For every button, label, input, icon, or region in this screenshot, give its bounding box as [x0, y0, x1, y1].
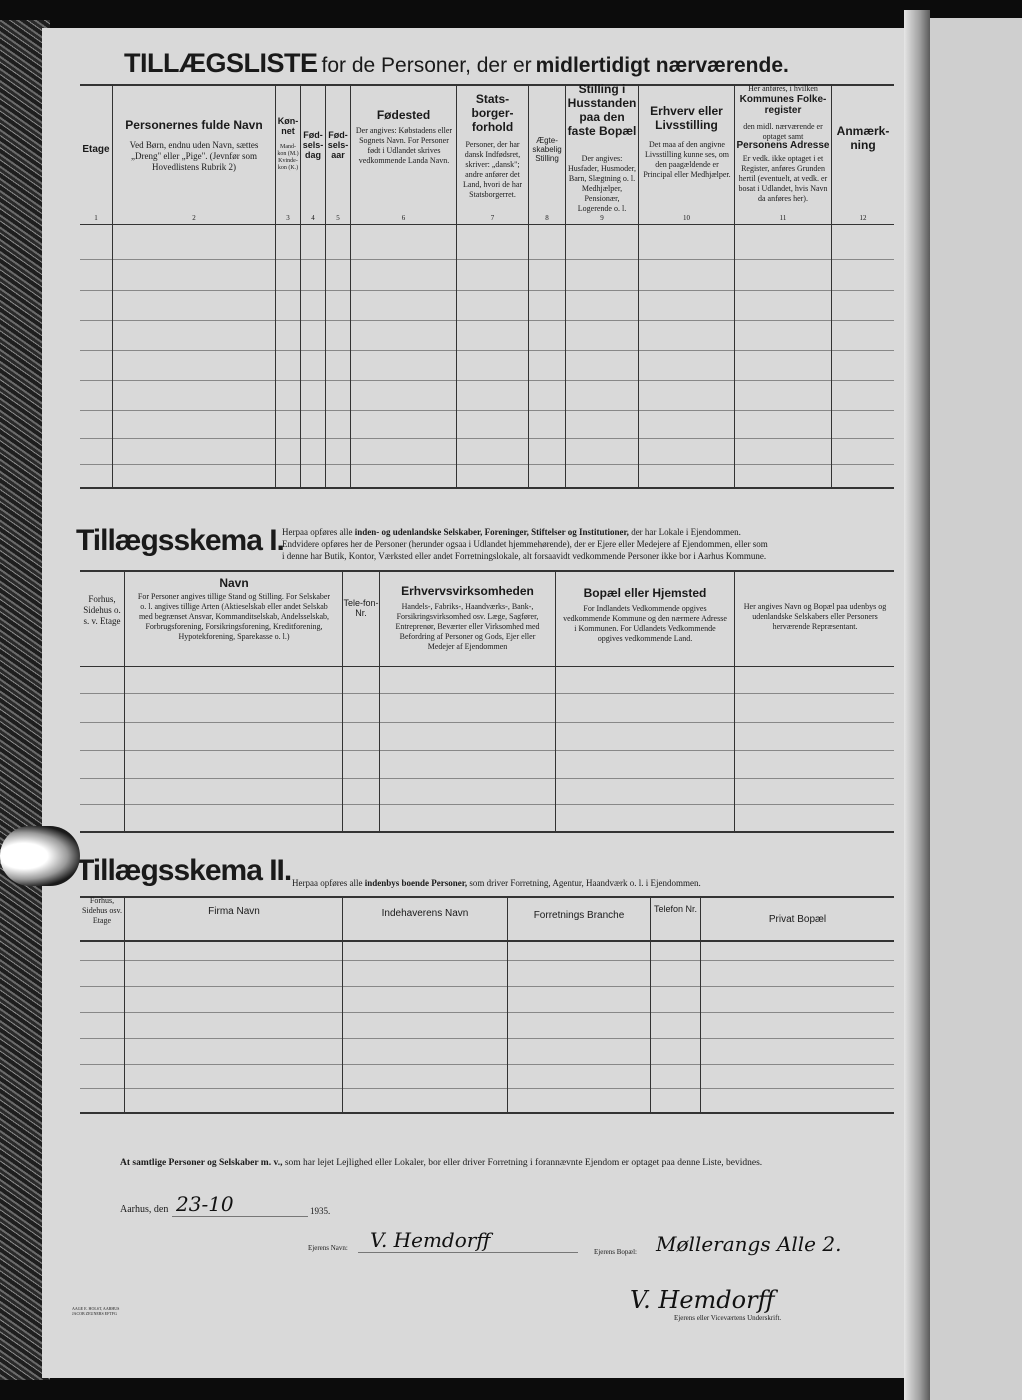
skema-2-intro: Herpaa opføres alle indenbys boende Personer, som driver Forretning, Agentur, Haandværk o. l. i Ejendommen.	[292, 878, 701, 888]
s2-col-etage: Forhus, Sidehus osv. Etage	[82, 896, 122, 925]
col-address: Personens Adresse	[736, 140, 830, 151]
s1-col-business: Erhvervsvirksomheden	[401, 584, 534, 598]
col-occupation: Erhverv eller Livsstilling	[650, 104, 723, 132]
paper-clip	[0, 826, 80, 886]
date-handwritten: 23-10	[176, 1192, 234, 1216]
s1-col-etage: Forhus, Sidehus o. s. v. Etage	[83, 594, 121, 626]
s2-col-owner: Indehaverens Navn	[381, 908, 469, 919]
col-register: Kommunes Folke-register	[739, 94, 827, 116]
owner-address-label: Ejerens Bopæl:	[594, 1248, 637, 1256]
owner-name-label: Ejerens Navn:	[308, 1244, 348, 1252]
col-etage: Etage	[82, 144, 110, 155]
book-binding	[904, 10, 930, 1400]
owner-name-handwritten: V. Hemdorff	[370, 1228, 491, 1252]
title-main: TILLÆGSLISTE	[124, 48, 318, 78]
s2-col-private-address: Privat Bopæl	[768, 914, 827, 925]
owner-address-handwritten: Møllerangs Alle 2.	[656, 1232, 842, 1256]
s1-col-phone: Tele-fon-Nr.	[343, 598, 379, 618]
signature-label: Ejerens eller Viceværtens Underskrift.	[674, 1314, 782, 1322]
title-sub-b: midlertidigt nærværende.	[535, 54, 789, 77]
document-page: TILLÆGSLISTE for de Personer, der er midlertidigt nærværende. Etage 1 Personernes fulde Navn Ved Børn, endnu uden Navn, sættes „Dreng" eller „Pige". (Jevnfør som Hovedlistens Rubrik 2) 2 Køn-net Mand-kon (M.) Kvinde-kon (K.) 3 Fød-sels-dag 4 Fød-sels-aar 5 Fødested Der angives: Købstadens eller Sognets Navn. For Personer født i Udlandet skrives vedkommende Landa Navn. 6 Stats-borger-forhold Personer, der har dansk Indfødsret, skriver: „dansk"; andre anfører det Land, hvori de har Statsborgerret. 7 Ægte-skabelig Stilling 8 Stilling i Husstanden paa den faste Bopæl Der angives: Husfader, Husmoder, Barn, Slægtning o. l. Medhjælper, Pensionær, Logerende o. l. 9 Erhverv eller Livsstilling Det maa af den angivne Livsstilling kunne ses, om den paagældende er Principal eller Medhjælper. 10 Her anføres, i hvilken Kommunes Folke-register den midl. nærværende er optaget samt Personens Adresse Er vedk. ikke optaget i et Register, anføres Grunden hertil (eventuelt, at vedk. er bosat i Udlandet, hvis Navn da anføres her). 11 Anmærk-ning 12 Tillægsskema I. Herpaa opføres alle inden- og udenlandske Selskaber, Foreninger, Stiftelser og Institutioner, der har Lokale i Ejendommen. Endvidere opføres her de Personer (herunder ogsaa i Udlandet hjemmehørende), der er Ejere eller Medejere af Ejendommen, eller som i denne har Butik, Kontor, Værksted eller andet Forretningslokale, alt forsaavidt vedkommende Personer ikke bor i Aarhus Kommune. Forhus, Sidehus o. s. v. Etage Navn For Personer angives tillige Stand og Stilling. For Selskaber o. l. angives tillige Arten (Aktieselskab eller andet Selskab med begrænset Ansvar, Kommanditselskab, Andelsselskab, Forbrugsforening, Forsikringsforening, Kreditforening, Hypotekforening, Sparekasse o. l.) Tele-fon-Nr. Erhvervsvirksomheden Handels-, Fabriks-, Haandværks-, Bank-, Forsikringsvirksomhed osv. Læge, Sagfører, Entreprenør, Beværter eller Virksomhed med Befordring af Personer og Gods, Ejer eller Medejer af Ejendommen Bopæl eller Hjemsted For Indlandets Vedkommende opgives vedkommende Kommune og den nærmere Adresse i Kommunen. For Udlandets Vedkommende opgives vedkommende Land. Her angives Navn og Bopæl paa udenbys og udenlandske Selskabers eller Personers herværende Repræsentant. Tillægsskema II. Herpaa opføres alle indenbys boende Personer, som driver Forretning, Agentur, Haandværk o. l. i Ejendommen. Forhus, Sidehus osv. Etage Firma Navn Indehaverens Navn Forretnings Branche Telefon Nr. Privat Bopæl At samtlige Personer og Selskaber m. v., som har lejet Lejlighed eller Lokaler, bor eller driver Forretning i forannævnte Ejendom er optaget paa denne Liste, bevidnes. Aarhus, den 23-10 1935. Ejerens Navn: V. Hemdorff Ejerens Bopæl: Møllerangs Alle 2. V. Hemdorff Ejerens eller Viceværtens Underskrift. AAGE E. HOLST, AARHUS JACOB ZEUNERS EFTFG	[42, 28, 904, 1378]
printer-mark: AAGE E. HOLST, AARHUS JACOB ZEUNERS EFTFG	[72, 1306, 120, 1316]
title-sub-a: for de Personer, der er	[321, 54, 532, 77]
year: 1935.	[310, 1206, 331, 1216]
skema-2-title: Tillægsskema II.	[76, 854, 292, 887]
col-remarks: Anmærk-ning	[836, 124, 890, 152]
s1-col-name: Navn	[219, 576, 249, 590]
place-label: Aarhus, den	[120, 1204, 169, 1215]
s1-col-representative: Her angives Navn og Bopæl paa udenbys og udenlandske Selskabers eller Personers herværende Repræsentant.	[743, 602, 887, 631]
skema-1-title: Tillægsskema I.	[76, 524, 284, 557]
col-marital: Ægte-skabelig Stilling	[532, 136, 562, 163]
col-gender: Køn-net	[277, 116, 299, 136]
s2-col-firm: Firma Navn	[208, 906, 260, 917]
col-birth-day: Fød-sels-dag	[302, 130, 324, 160]
col-full-name: Personernes fulde Navn	[125, 118, 263, 132]
signature-handwritten: V. Hemdorff	[630, 1286, 775, 1314]
s2-col-branch: Forretnings Branche	[533, 910, 625, 921]
adjacent-page	[930, 18, 1022, 1400]
col-birthplace: Fødested	[376, 108, 431, 122]
s2-col-phone: Telefon Nr.	[653, 904, 698, 914]
col-household: Stilling i Husstanden paa den faste Bopæl	[567, 82, 637, 138]
attestation: At samtlige Personer og Selskaber m. v., som har lejet Lejlighed eller Lokaler, bor eller driver Forretning i forannævnte Ejendom er optaget paa denne Liste, bevidnes.	[120, 1158, 763, 1168]
col-birth-year: Fød-sels-aar	[327, 130, 349, 160]
col-citizenship: Stats-borger-forhold	[471, 92, 514, 134]
skema-1-intro: Herpaa opføres alle inden- og udenlandske Selskaber, Foreninger, Stiftelser og Institutioner, der har Lokale i Ejendommen. Endvidere opføres her de Personer (herunder ogsaa i Udlandet hjemmehørende), der er Ejere eller Medejere af Ejendommen, eller som i denne har Butik, Kontor, Værksted eller andet Forretningslokale, alt forsaavidt vedkommende Personer ikke bor i Aarhus Kommune.	[282, 527, 768, 561]
page-title	[124, 48, 789, 79]
s1-col-residence: Bopæl eller Hjemsted	[583, 586, 707, 600]
